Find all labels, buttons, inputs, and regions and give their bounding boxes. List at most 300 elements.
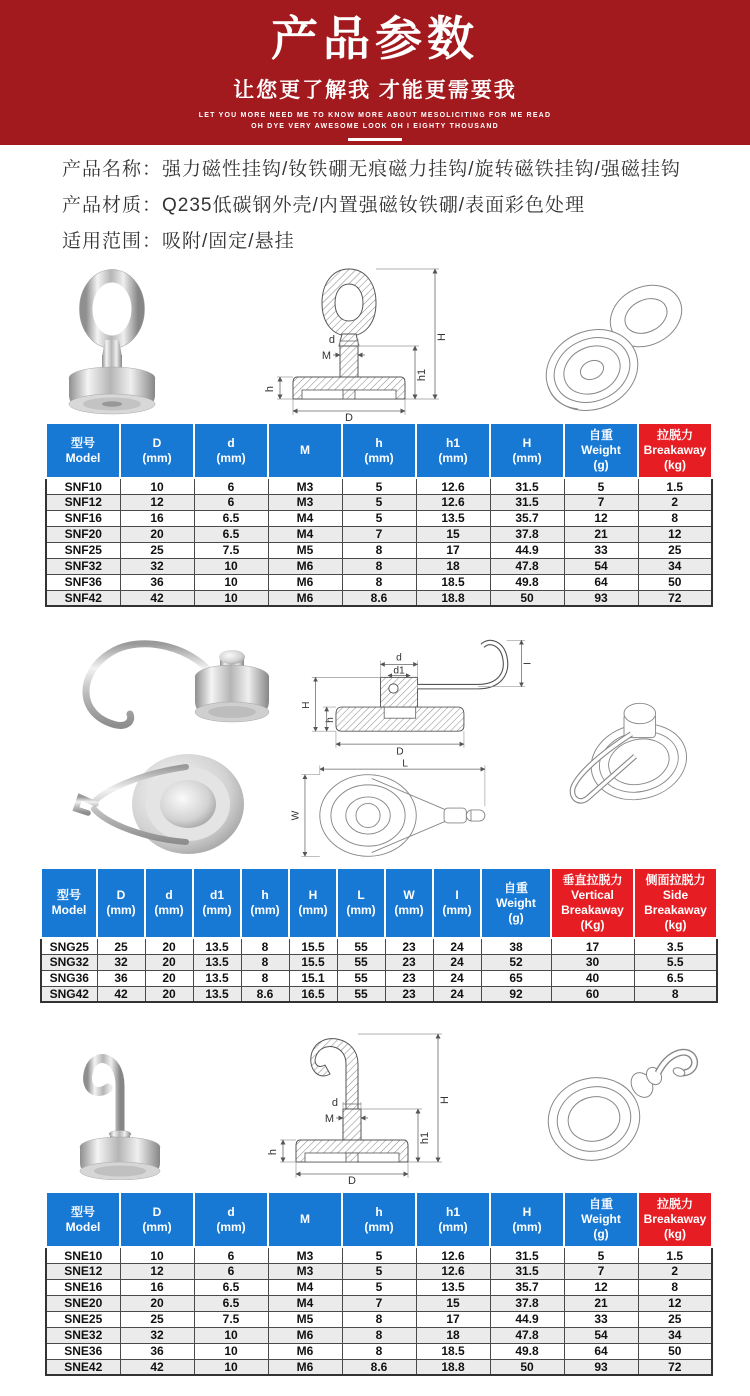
table-cell: 42 xyxy=(97,986,145,1002)
table-cell: 18.8 xyxy=(416,1359,490,1375)
table-cell: 18 xyxy=(416,558,490,574)
sne-technical-drawing xyxy=(252,1026,464,1184)
product-name-value: 强力磁性挂钩/钕铁硼无痕磁力挂钩/旋转磁铁挂钩/强磁挂钩 xyxy=(162,159,681,180)
table-cell: SNF16 xyxy=(46,510,120,526)
table-cell: 93 xyxy=(564,1359,638,1375)
snf-product-photo xyxy=(48,267,176,417)
table-cell: 24 xyxy=(433,970,481,986)
table-cell: 24 xyxy=(433,938,481,954)
table-row xyxy=(46,510,712,526)
column-header: 自重 Weight (g) xyxy=(564,1192,638,1247)
column-header: 垂直拉脱力 Vertical Breakaway (Kg) xyxy=(551,868,634,938)
table-cell: 16 xyxy=(120,1279,194,1295)
table-cell: SNG42 xyxy=(41,986,97,1002)
table-cell: 36 xyxy=(97,970,145,986)
table-cell: 31.5 xyxy=(490,494,564,510)
table-cell: M4 xyxy=(268,1295,342,1311)
dim-label-sng-I: I xyxy=(522,662,534,666)
table-cell: 8 xyxy=(342,1343,416,1359)
table-cell: SNG25 xyxy=(41,938,97,954)
table-row xyxy=(46,542,712,558)
table-cell: 31.5 xyxy=(490,478,564,494)
table-row xyxy=(46,478,712,494)
table-cell: 10 xyxy=(194,1359,268,1375)
table-cell: 8 xyxy=(241,938,289,954)
banner-english-line2: OH DYE VERY AWESOME LOOK OH I EIGHTY THOUSAND xyxy=(251,122,499,130)
table-cell: 21 xyxy=(564,1295,638,1311)
table-cell: 10 xyxy=(194,1343,268,1359)
sng-technical-drawing-side xyxy=(278,631,546,757)
table-cell: 8.6 xyxy=(241,986,289,1002)
table-cell: 6.5 xyxy=(194,1295,268,1311)
sng-photo-stack xyxy=(48,631,278,861)
table-cell: 32 xyxy=(120,1327,194,1343)
table-cell: 12 xyxy=(638,1295,712,1311)
product-usage-value: 吸附/固定/悬挂 xyxy=(162,230,295,252)
table-cell: 32 xyxy=(97,954,145,970)
table-cell: 13.5 xyxy=(193,986,241,1002)
table-cell: M4 xyxy=(268,510,342,526)
table-cell: 6 xyxy=(194,494,268,510)
sne-header-row xyxy=(46,1192,712,1247)
table-cell: 12 xyxy=(564,510,638,526)
dim-label-h: h xyxy=(264,386,276,393)
sng-lineart xyxy=(546,671,702,821)
table-cell: 60 xyxy=(551,986,634,1002)
table-cell: M6 xyxy=(268,590,342,606)
table-cell: 10 xyxy=(120,478,194,494)
table-cell: 20 xyxy=(120,526,194,542)
table-cell: 7.5 xyxy=(194,542,268,558)
header-banner xyxy=(0,0,750,145)
table-cell: 32 xyxy=(120,558,194,574)
column-header: d (mm) xyxy=(194,423,268,478)
table-cell: 7 xyxy=(564,494,638,510)
table-cell: M4 xyxy=(268,526,342,542)
table-cell: 12 xyxy=(120,1263,194,1279)
table-cell: 8 xyxy=(241,954,289,970)
table-cell: 47.8 xyxy=(490,558,564,574)
table-cell: 44.9 xyxy=(490,1311,564,1327)
table-cell: 5 xyxy=(342,494,416,510)
column-header: 拉脱力 Breakaway (kg) xyxy=(638,1192,712,1247)
table-cell: 12.6 xyxy=(416,1247,490,1263)
sng-image-section xyxy=(0,631,750,861)
table-cell: 40 xyxy=(551,970,634,986)
sng-product-photo-bottom xyxy=(48,747,258,861)
column-header: h (mm) xyxy=(241,868,289,938)
product-material-row xyxy=(62,195,750,218)
table-cell: 31.5 xyxy=(490,1263,564,1279)
table-cell: 49.8 xyxy=(490,1343,564,1359)
table-cell: 13.5 xyxy=(416,510,490,526)
table-cell: 20 xyxy=(120,1295,194,1311)
column-header: H (mm) xyxy=(490,423,564,478)
table-cell: 16 xyxy=(120,510,194,526)
table-cell: 12 xyxy=(564,1279,638,1295)
table-cell: 18.5 xyxy=(416,1343,490,1359)
table-cell: 6.5 xyxy=(634,970,717,986)
table-cell: 55 xyxy=(337,938,385,954)
product-name-row xyxy=(62,159,750,182)
dim-label-sng-d1: d1 xyxy=(393,666,405,678)
column-header: 型号 Model xyxy=(41,868,97,938)
table-cell: SNF20 xyxy=(46,526,120,542)
table-cell: 35.7 xyxy=(490,510,564,526)
table-cell: SNE12 xyxy=(46,1263,120,1279)
table-cell: 15.5 xyxy=(289,938,337,954)
table-cell: 5 xyxy=(342,510,416,526)
snf-header-row xyxy=(46,423,712,478)
table-cell: 8 xyxy=(342,1327,416,1343)
table-cell: M6 xyxy=(268,574,342,590)
table-cell: 5 xyxy=(564,1247,638,1263)
table-row xyxy=(41,954,717,970)
column-header: M xyxy=(268,1192,342,1247)
product-name-label: 产品名称： xyxy=(62,159,163,180)
table-cell: 13.5 xyxy=(193,954,241,970)
column-header: D (mm) xyxy=(120,423,194,478)
table-cell: 12.6 xyxy=(416,494,490,510)
dim-label-sng-h: h xyxy=(325,717,337,724)
dim-label-sng-L: L xyxy=(402,757,408,769)
table-row xyxy=(46,494,712,510)
table-cell: M3 xyxy=(268,1263,342,1279)
dim-label-h1: h1 xyxy=(416,369,428,382)
table-cell: 1.5 xyxy=(638,1247,712,1263)
dim-label-sne-M: M xyxy=(324,1113,334,1126)
table-cell: 50 xyxy=(638,574,712,590)
table-cell: SNF32 xyxy=(46,558,120,574)
product-usage-label: 适用范围： xyxy=(62,230,163,252)
table-cell: 12 xyxy=(120,494,194,510)
table-cell: 50 xyxy=(638,1343,712,1359)
table-cell: SNE42 xyxy=(46,1359,120,1375)
table-row xyxy=(46,558,712,574)
table-cell: 33 xyxy=(564,542,638,558)
dim-label-sng-H: H xyxy=(301,701,313,710)
table-cell: 20 xyxy=(145,986,193,1002)
table-cell: 44.9 xyxy=(490,542,564,558)
table-cell: 52 xyxy=(481,954,551,970)
table-row xyxy=(46,1247,712,1263)
column-header: h1 (mm) xyxy=(416,423,490,478)
column-header: W (mm) xyxy=(385,868,433,938)
table-cell: SNF36 xyxy=(46,574,120,590)
snf-spec-table xyxy=(45,422,713,607)
column-header: I (mm) xyxy=(433,868,481,938)
table-cell: 36 xyxy=(120,574,194,590)
table-cell: 5 xyxy=(342,1279,416,1295)
dim-label-H: H xyxy=(436,333,448,342)
table-cell: M3 xyxy=(268,1247,342,1263)
table-cell: 7 xyxy=(564,1263,638,1279)
table-cell: 6 xyxy=(194,478,268,494)
table-cell: 64 xyxy=(564,1343,638,1359)
table-cell: 72 xyxy=(638,1359,712,1375)
table-cell: 12 xyxy=(638,526,712,542)
table-cell: 24 xyxy=(433,986,481,1002)
table-cell: 8 xyxy=(638,510,712,526)
table-cell: SNE32 xyxy=(46,1327,120,1343)
column-header: d (mm) xyxy=(194,1192,268,1247)
column-header: 拉脱力 Breakaway (kg) xyxy=(638,423,712,478)
dim-label-sne-H: H xyxy=(438,1096,451,1105)
table-row xyxy=(46,1359,712,1375)
table-cell: M6 xyxy=(268,1343,342,1359)
column-header: h (mm) xyxy=(342,1192,416,1247)
column-header: d (mm) xyxy=(145,868,193,938)
product-material-label: 产品材质： xyxy=(62,194,163,216)
table-cell: 17 xyxy=(416,1311,490,1327)
table-cell: 12.6 xyxy=(416,478,490,494)
table-row xyxy=(46,1327,712,1343)
table-cell: 6.5 xyxy=(194,526,268,542)
table-cell: 33 xyxy=(564,1311,638,1327)
table-cell: 55 xyxy=(337,954,385,970)
table-row xyxy=(41,938,717,954)
table-cell: 25 xyxy=(638,542,712,558)
banner-divider xyxy=(348,138,402,141)
table-cell: 24 xyxy=(433,954,481,970)
table-cell: 2 xyxy=(638,1263,712,1279)
table-cell: 50 xyxy=(490,1359,564,1375)
dim-label-sne-D: D xyxy=(347,1175,356,1185)
table-cell: SNE36 xyxy=(46,1343,120,1359)
table-cell: 37.8 xyxy=(490,526,564,542)
table-cell: 36 xyxy=(120,1343,194,1359)
dim-label-D: D xyxy=(345,412,353,422)
table-row xyxy=(46,1279,712,1295)
dim-label-sng-d: d xyxy=(396,653,402,665)
product-usage-row xyxy=(62,231,750,254)
table-cell: 18 xyxy=(416,1327,490,1343)
table-cell: 7 xyxy=(342,526,416,542)
table-cell: 8 xyxy=(241,970,289,986)
table-row xyxy=(41,986,717,1002)
column-header: h1 (mm) xyxy=(416,1192,490,1247)
table-cell: 7 xyxy=(342,1295,416,1311)
table-cell: 15.1 xyxy=(289,970,337,986)
column-header: 侧面拉脱力 Side Breakaway (kg) xyxy=(634,868,717,938)
table-cell: SNF42 xyxy=(46,590,120,606)
table-cell: M5 xyxy=(268,542,342,558)
table-cell: 17 xyxy=(551,938,634,954)
table-cell: 10 xyxy=(194,558,268,574)
dim-label-sne-h: h xyxy=(266,1149,279,1156)
table-cell: 65 xyxy=(481,970,551,986)
table-cell: 10 xyxy=(194,1327,268,1343)
table-cell: 8 xyxy=(342,558,416,574)
sne-product-photo xyxy=(48,1030,183,1180)
table-cell: 13.5 xyxy=(193,970,241,986)
table-cell: 12.6 xyxy=(416,1263,490,1279)
table-cell: 92 xyxy=(481,986,551,1002)
sng-product-photo-top xyxy=(48,631,278,739)
column-header: d1 (mm) xyxy=(193,868,241,938)
table-cell: M3 xyxy=(268,478,342,494)
table-cell: 21 xyxy=(564,526,638,542)
table-cell: 20 xyxy=(145,970,193,986)
column-header: H (mm) xyxy=(289,868,337,938)
table-cell: 7.5 xyxy=(194,1311,268,1327)
table-cell: 23 xyxy=(385,970,433,986)
table-cell: 34 xyxy=(638,558,712,574)
table-cell: 20 xyxy=(145,954,193,970)
table-cell: 23 xyxy=(385,986,433,1002)
sng-technical-drawing-top xyxy=(278,758,510,862)
banner-english-line1: LET YOU MORE NEED ME TO KNOW MORE ABOUT MESOLICITING FOR ME READ xyxy=(198,111,552,119)
table-cell: 8 xyxy=(634,986,717,1002)
table-cell: 23 xyxy=(385,938,433,954)
table-cell: 5 xyxy=(564,478,638,494)
table-cell: SNG36 xyxy=(41,970,97,986)
table-cell: 10 xyxy=(120,1247,194,1263)
table-row xyxy=(46,526,712,542)
table-cell: 8 xyxy=(342,1311,416,1327)
table-row xyxy=(41,970,717,986)
table-cell: 15 xyxy=(416,526,490,542)
table-cell: M6 xyxy=(268,558,342,574)
sng-drawing-stack xyxy=(278,631,546,861)
table-row xyxy=(46,574,712,590)
table-cell: 6 xyxy=(194,1263,268,1279)
table-cell: 8.6 xyxy=(342,590,416,606)
table-row xyxy=(46,1343,712,1359)
column-header: 型号 Model xyxy=(46,423,120,478)
table-cell: 10 xyxy=(194,590,268,606)
table-cell: 13.5 xyxy=(193,938,241,954)
dim-label-M: M xyxy=(321,350,331,363)
table-cell: SNE20 xyxy=(46,1295,120,1311)
table-cell: 54 xyxy=(564,558,638,574)
table-cell: 5 xyxy=(342,478,416,494)
table-cell: 55 xyxy=(337,970,385,986)
banner-subtitle: 让您更了解我 才能更需要我 xyxy=(233,78,517,102)
column-header: 型号 Model xyxy=(46,1192,120,1247)
table-cell: SNE25 xyxy=(46,1311,120,1327)
table-cell: 49.8 xyxy=(490,574,564,590)
table-cell: 47.8 xyxy=(490,1327,564,1343)
snf-image-section xyxy=(0,266,750,422)
table-cell: 30 xyxy=(551,954,634,970)
table-cell: 31.5 xyxy=(490,1247,564,1263)
column-header: D (mm) xyxy=(97,868,145,938)
table-cell: SNE10 xyxy=(46,1247,120,1263)
table-cell: 72 xyxy=(638,590,712,606)
table-cell: M5 xyxy=(268,1311,342,1327)
page-title: 产品参数 xyxy=(271,12,479,65)
product-info xyxy=(62,159,750,253)
table-cell: 54 xyxy=(564,1327,638,1343)
sne-spec-table xyxy=(45,1191,713,1376)
sne-lineart xyxy=(532,1031,702,1179)
table-cell: 37.8 xyxy=(490,1295,564,1311)
dim-label-d: d xyxy=(328,334,335,347)
table-cell: 6.5 xyxy=(194,1279,268,1295)
table-cell: 15.5 xyxy=(289,954,337,970)
table-cell: 93 xyxy=(564,590,638,606)
table-cell: 34 xyxy=(638,1327,712,1343)
dim-label-sne-d: d xyxy=(331,1097,338,1110)
table-cell: SNG32 xyxy=(41,954,97,970)
column-header: M xyxy=(268,423,342,478)
dim-label-sne-h1: h1 xyxy=(418,1132,431,1145)
table-cell: 8.6 xyxy=(342,1359,416,1375)
snf-lineart xyxy=(534,268,702,416)
table-cell: 10 xyxy=(194,574,268,590)
table-cell: 1.5 xyxy=(638,478,712,494)
table-cell: M6 xyxy=(268,1327,342,1343)
table-cell: 25 xyxy=(97,938,145,954)
column-header: 自重 Weight (g) xyxy=(564,423,638,478)
table-cell: 18.8 xyxy=(416,590,490,606)
table-cell: 8 xyxy=(342,574,416,590)
table-cell: 25 xyxy=(120,1311,194,1327)
product-material-value: Q235低碳钢外壳/内置强磁钕铁硼/表面彩色处理 xyxy=(162,194,586,216)
dim-label-sng-D: D xyxy=(396,746,404,758)
table-cell: M6 xyxy=(268,1359,342,1375)
table-row xyxy=(46,1295,712,1311)
table-cell: 5 xyxy=(342,1247,416,1263)
table-cell: 5 xyxy=(342,1263,416,1279)
table-cell: 25 xyxy=(638,1311,712,1327)
table-cell: 25 xyxy=(120,542,194,558)
table-cell: SNF12 xyxy=(46,494,120,510)
table-cell: 5.5 xyxy=(634,954,717,970)
table-cell: 17 xyxy=(416,542,490,558)
table-cell: 6.5 xyxy=(194,510,268,526)
table-row xyxy=(46,590,712,606)
table-cell: 20 xyxy=(145,938,193,954)
banner-english-tagline xyxy=(0,110,750,132)
table-cell: 64 xyxy=(564,574,638,590)
table-row xyxy=(46,1311,712,1327)
table-cell: 16.5 xyxy=(289,986,337,1002)
table-cell: 6 xyxy=(194,1247,268,1263)
table-cell: SNF25 xyxy=(46,542,120,558)
column-header: D (mm) xyxy=(120,1192,194,1247)
table-cell: 2 xyxy=(638,494,712,510)
table-cell: 55 xyxy=(337,986,385,1002)
table-cell: 8 xyxy=(342,542,416,558)
table-cell: 42 xyxy=(120,590,194,606)
table-cell: 3.5 xyxy=(634,938,717,954)
table-cell: 23 xyxy=(385,954,433,970)
table-cell: 15 xyxy=(416,1295,490,1311)
table-cell: SNF10 xyxy=(46,478,120,494)
table-cell: 13.5 xyxy=(416,1279,490,1295)
table-cell: M4 xyxy=(268,1279,342,1295)
column-header: L (mm) xyxy=(337,868,385,938)
dim-label-sng-W: W xyxy=(290,810,302,820)
table-cell: SNE16 xyxy=(46,1279,120,1295)
column-header: h (mm) xyxy=(342,423,416,478)
table-cell: 35.7 xyxy=(490,1279,564,1295)
table-cell: 50 xyxy=(490,590,564,606)
table-cell: 18.5 xyxy=(416,574,490,590)
sng-header-row xyxy=(41,868,717,938)
table-row xyxy=(46,1263,712,1279)
table-cell: 38 xyxy=(481,938,551,954)
column-header: H (mm) xyxy=(490,1192,564,1247)
table-cell: 42 xyxy=(120,1359,194,1375)
sne-image-section xyxy=(0,1029,750,1185)
sng-spec-table xyxy=(40,867,718,1003)
table-cell: 8 xyxy=(638,1279,712,1295)
snf-technical-drawing xyxy=(249,263,461,421)
column-header: 自重 Weight (g) xyxy=(481,868,551,938)
